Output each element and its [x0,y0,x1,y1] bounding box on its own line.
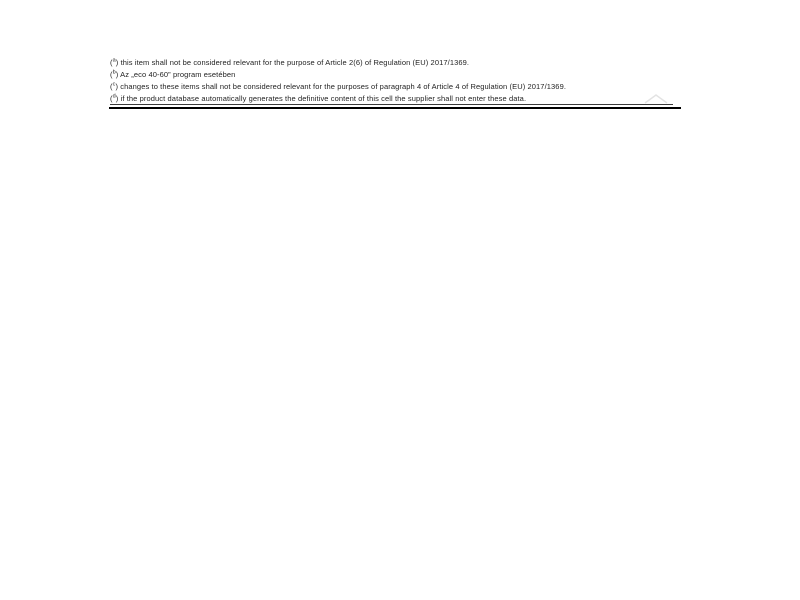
footnote-text: Az „eco 40-60” program esetében [120,70,236,79]
table-bottom-rule-thin [110,104,673,105]
footnote-marker-open: ( [110,94,113,103]
footnote-text: this item shall not be considered relevant for the purpose of Article 2(6) of Regulation (EU) 2017/1369. [120,58,470,67]
footnote-marker-open: ( [110,70,113,79]
footnote-text: changes to these items shall not be considered relevant for the purposes of paragraph 4 of Article 4 of Regulation (EU) 2017/1369. [120,82,567,91]
footnotes-block [110,57,685,105]
footnote-marker: a [112,57,116,64]
footnote-marker-close: ) [115,70,119,79]
footnote-marker-open: ( [110,58,113,67]
footnote-line-b [110,69,685,81]
footnote-text: if the product database automatically generates the definitive content of this cell the supplier shall not enter these data. [120,94,527,103]
footnote-marker-close: ) [115,58,119,67]
footnote-marker: b [112,69,116,76]
footnote-marker-close: ) [115,82,119,91]
footnote-marker-open: ( [110,82,113,91]
table-bottom-rule-thick [109,107,681,110]
footnote-line-c [110,81,685,93]
footnote-marker: c [112,81,116,88]
footnote-marker: d [112,93,116,100]
footnote-line-a [110,57,685,69]
footnote-marker-close: ) [115,94,119,103]
